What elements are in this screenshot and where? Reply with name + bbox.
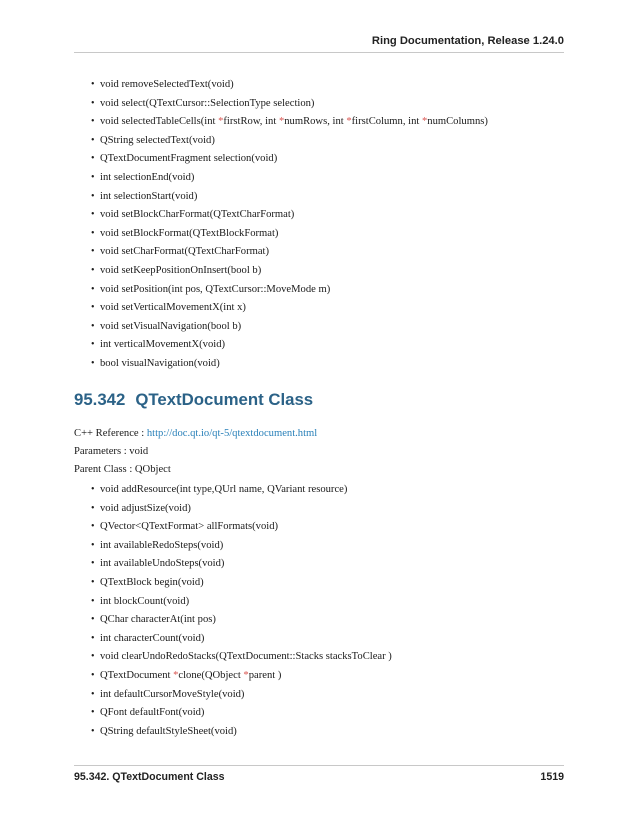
method-signature-text: int characterCount(void) — [100, 632, 205, 644]
bullet-icon: • — [91, 97, 95, 109]
method-item — [92, 113, 488, 132]
reference-link[interactable]: http://doc.qt.io/qt-5/qtextdocument.html — [146, 428, 318, 439]
method-signature-text: QFont defaultFont(void) — [100, 707, 205, 719]
method-item — [92, 355, 488, 374]
method-signature-text: void addResource(int type,QUrl name, QVariant resource) — [100, 484, 348, 495]
method-item — [92, 611, 392, 630]
bullet-icon: • — [91, 283, 95, 295]
bullet-icon: • — [91, 688, 95, 700]
method-signature-text: QTextBlock begin(void) — [100, 576, 204, 588]
bullet-icon: • — [91, 320, 95, 332]
method-item — [92, 537, 392, 556]
parent-class-line: Parent Class : QObject — [74, 464, 171, 475]
method-signature-text: QVector<QTextFormat> allFormats(void) — [100, 521, 279, 533]
method-item — [92, 318, 488, 337]
pointer-star: * — [218, 116, 224, 128]
method-item — [92, 723, 392, 742]
method-item — [92, 500, 392, 519]
pointer-star: * — [278, 116, 285, 128]
method-signature-text: void setBlockCharFormat(QTextCharFormat) — [100, 209, 295, 221]
method-signature-text: void setVisualNavigation(bool b) — [100, 320, 242, 332]
method-signature-text: bool visualNavigation(void) — [100, 357, 220, 369]
method-signature-text: void selectedTableCells(int — [100, 116, 219, 128]
bullet-icon: • — [91, 632, 95, 644]
method-signature-text: void setPosition(int pos, QTextCursor::MoveMode m) — [100, 283, 331, 295]
pointer-star: * — [421, 116, 428, 128]
section-title-text: QTextDocument Class — [135, 390, 314, 409]
method-signature-text: int blockCount(void) — [100, 595, 190, 607]
method-signature-text: int defaultCursorMoveStyle(void) — [100, 688, 245, 700]
method-item — [92, 481, 392, 500]
method-list-qtextcursor — [92, 76, 488, 374]
bullet-icon: • — [91, 116, 95, 128]
page-header — [74, 32, 564, 53]
method-item — [92, 76, 488, 95]
pointer-star: * — [173, 669, 179, 681]
bullet-icon: • — [91, 484, 95, 495]
bullet-icon: • — [91, 134, 95, 146]
method-item — [92, 225, 488, 244]
bullet-icon: • — [91, 539, 95, 551]
method-item — [92, 574, 392, 593]
method-signature-text: int availableUndoSteps(void) — [100, 558, 225, 570]
bullet-icon: • — [91, 669, 95, 681]
pointer-star: * — [346, 116, 352, 128]
method-signature-text: void clearUndoRedoStacks(QTextDocument::Stacks stacksToClear ) — [100, 651, 392, 663]
method-signature-text: void setBlockFormat(QTextBlockFormat) — [100, 227, 279, 239]
bullet-icon: • — [91, 614, 95, 626]
method-signature-text: clone(QObject — [178, 669, 244, 681]
method-signature-text: void setCharFormat(QTextCharFormat) — [100, 246, 270, 258]
method-item — [92, 686, 392, 705]
method-signature-text: int selectionStart(void) — [100, 190, 198, 202]
method-signature-text: numRows, int — [284, 116, 347, 128]
method-signature-text: QString selectedText(void) — [100, 134, 215, 146]
section-heading — [74, 390, 313, 410]
method-item — [92, 593, 392, 612]
footer-section-ref: 95.342. QTextDocument Class — [74, 771, 225, 783]
method-signature-text: void adjustSize(void) — [100, 502, 191, 514]
method-list-qtextdocument — [92, 481, 392, 741]
section-number: 95.342 — [74, 390, 126, 409]
bullet-icon: • — [91, 153, 95, 165]
pointer-star: * — [243, 669, 249, 681]
method-item — [92, 667, 392, 686]
bullet-icon: • — [91, 707, 95, 719]
bullet-icon: • — [91, 190, 95, 202]
bullet-icon: • — [91, 339, 95, 351]
bullet-icon: • — [91, 502, 95, 514]
method-item — [92, 299, 488, 318]
method-item — [92, 188, 488, 207]
bullet-icon: • — [91, 227, 95, 239]
bullet-icon: • — [91, 521, 95, 533]
page-number: 1519 — [540, 771, 564, 783]
bullet-icon: • — [91, 651, 95, 663]
parameters-line: Parameters : void — [74, 446, 149, 457]
method-signature-text: firstColumn, int — [351, 116, 422, 128]
method-signature-text: void select(QTextCursor::SelectionType selection) — [100, 97, 315, 109]
method-item — [92, 704, 392, 723]
method-item — [92, 169, 488, 188]
method-signature-text: QChar characterAt(int pos) — [100, 614, 216, 626]
bullet-icon: • — [91, 595, 95, 607]
bullet-icon: • — [91, 302, 95, 314]
document-title: Ring Documentation, Release 1.24.0 — [371, 35, 564, 47]
method-signature-text: int availableRedoSteps(void) — [100, 539, 224, 551]
method-item — [92, 150, 488, 169]
bullet-icon: • — [91, 209, 95, 221]
method-signature-text: int verticalMovementX(void) — [100, 339, 226, 351]
method-item — [92, 281, 488, 300]
method-signature-text: parent ) — [248, 669, 282, 681]
method-item — [92, 262, 488, 281]
page-footer — [74, 765, 564, 786]
method-item — [92, 206, 488, 225]
method-signature-text: numColumns) — [427, 116, 488, 128]
bullet-icon: • — [91, 725, 95, 737]
method-item — [92, 555, 392, 574]
bullet-icon: • — [91, 79, 95, 90]
method-signature-text: void setVerticalMovementX(int x) — [100, 302, 246, 314]
cpp-reference-line — [74, 428, 317, 439]
method-item — [92, 518, 392, 537]
bullet-icon: • — [91, 264, 95, 276]
method-signature-text: QString defaultStyleSheet(void) — [100, 725, 237, 737]
method-signature-text: int selectionEnd(void) — [100, 171, 195, 183]
method-signature-text: firstRow, int — [223, 116, 279, 128]
bullet-icon: • — [91, 171, 95, 183]
method-signature-text: void setKeepPositionOnInsert(bool b) — [100, 264, 262, 276]
method-item — [92, 132, 488, 151]
bullet-icon: • — [91, 576, 95, 588]
method-item — [92, 95, 488, 114]
method-item — [92, 648, 392, 667]
bullet-icon: • — [91, 246, 95, 258]
bullet-icon: • — [91, 357, 95, 369]
method-signature-text: void removeSelectedText(void) — [100, 79, 234, 90]
method-item — [92, 336, 488, 355]
method-signature-text: QTextDocument — [100, 669, 174, 681]
method-item — [92, 243, 488, 262]
method-item — [92, 630, 392, 649]
method-signature-text: QTextDocumentFragment selection(void) — [100, 153, 278, 165]
reference-label: C++ Reference : — [74, 428, 147, 439]
bullet-icon: • — [91, 558, 95, 570]
